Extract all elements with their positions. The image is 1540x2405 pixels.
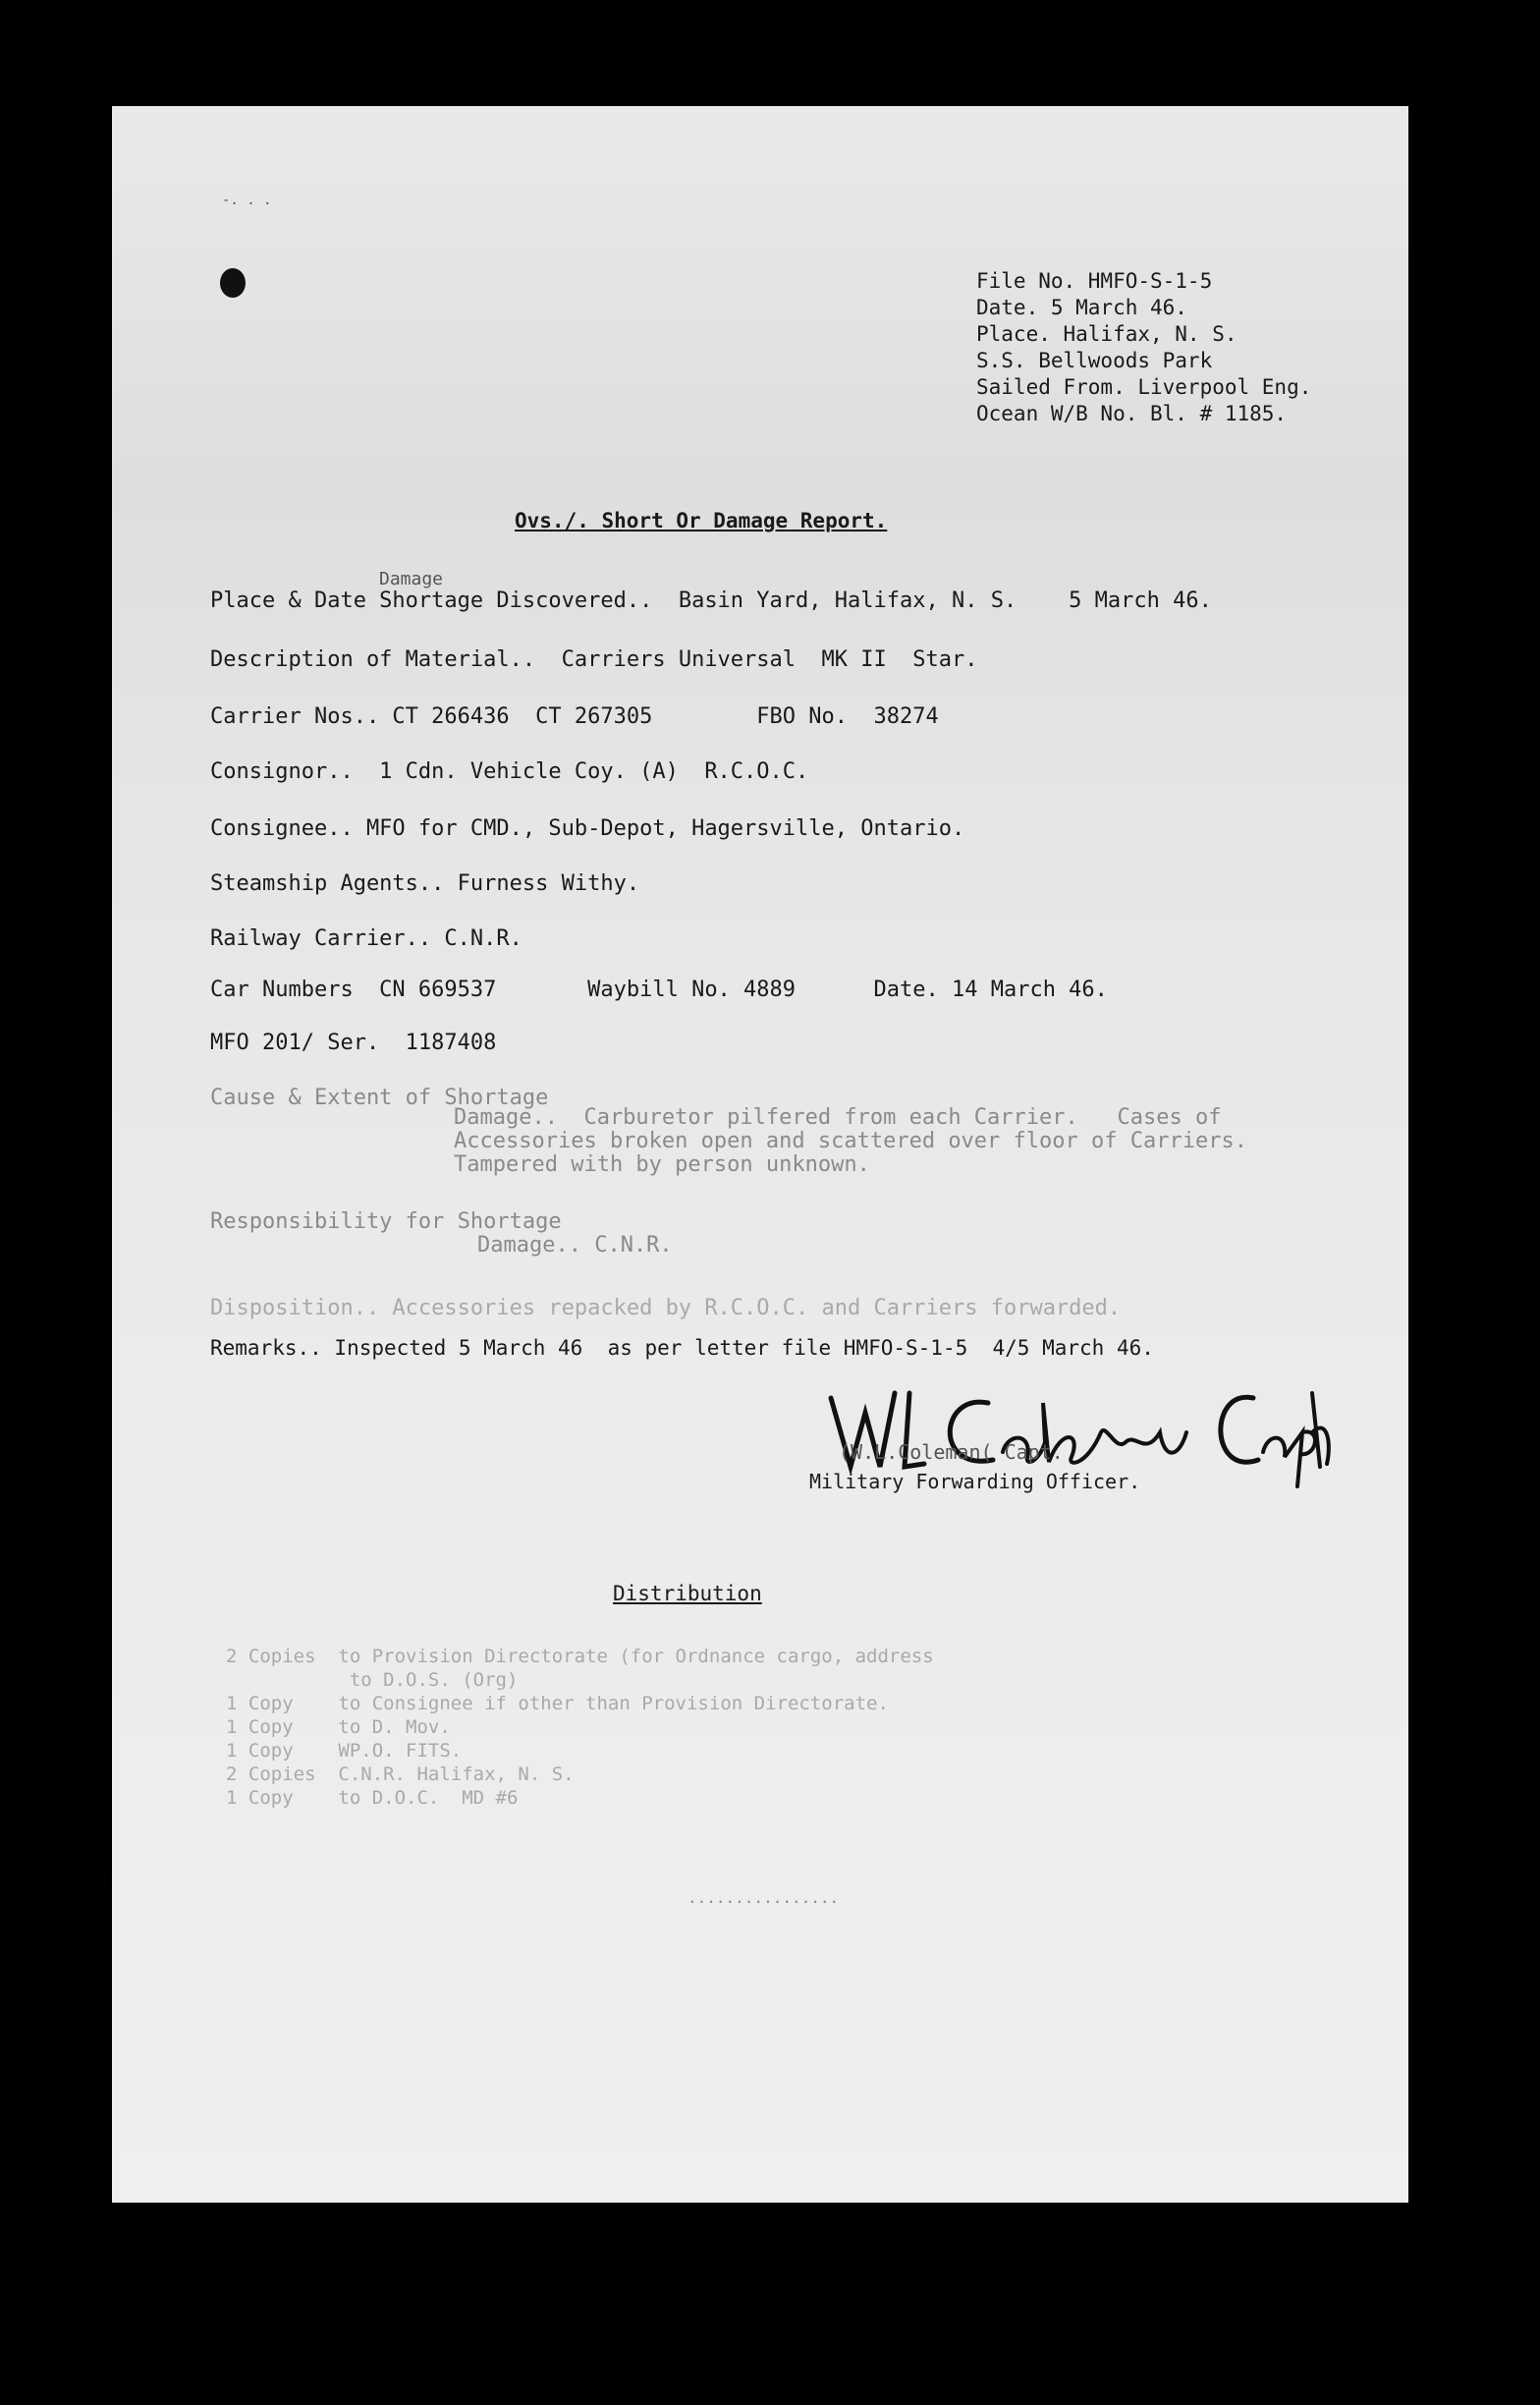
remarks-field: Remarks.. Inspected 5 March 46 as per letter file HMFO-S-1-5 4/5 March 46.	[210, 1336, 1154, 1360]
distribution-line-7: 1 Copy to D.O.C. MD #6	[226, 1787, 519, 1809]
punch-hole-mark	[220, 268, 246, 298]
distribution-line-5: 1 Copy WP.O. FITS.	[226, 1740, 463, 1762]
car-numbers-field: Car Numbers CN 669537 Waybill No. 4889 Date. 14 March 46.	[210, 978, 1108, 1002]
header-date: Date. 5 March 46.	[976, 296, 1187, 319]
header-ship: S.S. Bellwoods Park	[976, 349, 1213, 372]
disposition-field: Disposition.. Accessories repacked by R.C.O.C. and Carriers forwarded.	[210, 1296, 1122, 1320]
cause-label: Cause & Extent of Shortage	[210, 1086, 549, 1110]
document-page	[112, 106, 1408, 2203]
cause-line-1: Damage.. Carburetor pilfered from each Carrier. Cases of	[454, 1105, 1222, 1130]
distribution-line-1: 2 Copies to Provision Directorate (for Ordnance cargo, address	[226, 1646, 934, 1667]
distribution-heading: Distribution	[613, 1582, 762, 1605]
closing-dotted-rule: ................	[688, 1888, 840, 1907]
consignee-field: Consignee.. MFO for CMD., Sub-Depot, Hagersville, Ontario.	[210, 816, 965, 841]
header-place: Place. Halifax, N. S.	[976, 322, 1238, 346]
file-number: File No. HMFO-S-1-5	[976, 269, 1213, 293]
report-title: Ovs./. Short Or Damage Report.	[515, 509, 888, 532]
responsibility-value: Damage.. C.N.R.	[477, 1233, 673, 1258]
distribution-line-4: 1 Copy to D. Mov.	[226, 1716, 451, 1738]
header-sailed-from: Sailed From. Liverpool Eng.	[976, 375, 1312, 399]
distribution-line-3: 1 Copy to Consignee if other than Provision Directorate.	[226, 1693, 889, 1714]
steamship-agents-field: Steamship Agents.. Furness Withy.	[210, 871, 640, 896]
cause-line-2: Accessories broken open and scattered over floor of Carriers.	[454, 1129, 1247, 1153]
description-field: Description of Material.. Carriers Universal MK II Star.	[210, 647, 978, 672]
damage-insert: Damage	[379, 569, 444, 589]
responsibility-label: Responsibility for Shortage	[210, 1209, 562, 1234]
signatory-title: Military Forwarding Officer.	[809, 1470, 1141, 1493]
signatory-name: (W.L.Coleman( Capt.	[839, 1440, 1064, 1464]
railway-carrier-field: Railway Carrier.. C.N.R.	[210, 926, 522, 951]
place-date-field: Place & Date Shortage Discovered.. Basin Yard, Halifax, N. S. 5 March 46.	[210, 588, 1212, 613]
header-ocean-bl: Ocean W/B No. Bl. # 1185.	[976, 402, 1288, 425]
carrier-numbers-field: Carrier Nos.. CT 266436 CT 267305 FBO No. 38274	[210, 704, 939, 729]
consignor-field: Consignor.. 1 Cdn. Vehicle Coy. (A) R.C.O.C.	[210, 759, 809, 784]
corner-scribble: -. . .	[222, 193, 272, 208]
distribution-line-2: to D.O.S. (Org)	[226, 1669, 519, 1691]
distribution-line-6: 2 Copies C.N.R. Halifax, N. S.	[226, 1763, 575, 1785]
file-header-block	[976, 268, 1311, 427]
mfo-field: MFO 201/ Ser. 1187408	[210, 1031, 497, 1055]
cause-line-3: Tampered with by person unknown.	[454, 1152, 870, 1177]
